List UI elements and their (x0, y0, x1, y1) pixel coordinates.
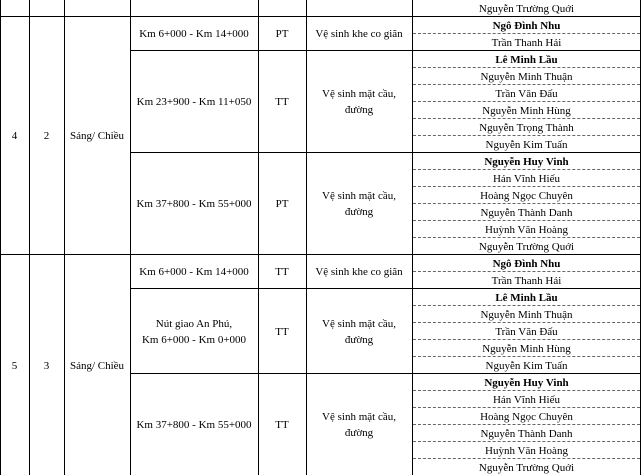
task-cell: Vệ sinh khe co giãn (315, 28, 403, 40)
section-cell: Km 6+000 - Km 14+000 (139, 28, 249, 40)
worker-name: Nguyễn Trọng Thành (479, 121, 574, 134)
task-cell: Vệ sinh mặt cầu, đường (322, 88, 396, 116)
worker-name: Nguyễn Kim Tuấn (485, 359, 568, 372)
worker-name: Nguyễn Trường Quới (478, 240, 575, 253)
task-cell: Vệ sinh mặt cầu, đường (322, 317, 396, 346)
name-divider (413, 33, 640, 34)
name-divider (413, 135, 640, 136)
name-divider (413, 407, 640, 408)
day-cell: 3 (43, 359, 50, 372)
name-divider (413, 271, 640, 272)
direction-cell: TT (275, 325, 289, 338)
direction-cell: PT (275, 28, 289, 40)
name-divider (413, 458, 640, 459)
worker-name: Nguyễn Minh Hùng (482, 342, 571, 355)
name-divider (413, 169, 640, 170)
worker-name: Hoàng Ngọc Chuyên (480, 410, 573, 423)
worker-name: Trần Văn Đấu (495, 87, 558, 100)
name-divider (413, 186, 640, 187)
name-divider (413, 441, 640, 442)
direction-cell: TT (275, 419, 289, 431)
name-divider (413, 322, 640, 323)
section-cell: Km 37+800 - Km 55+000 (136, 198, 252, 210)
worker-name: Trần Văn Đấu (495, 325, 558, 338)
section-cell: Km 23+900 - Km 11+050 (136, 96, 252, 108)
name-divider (413, 220, 640, 221)
worker-name: Nguyễn Thành Danh (480, 427, 573, 440)
team-lead-name: Ngô Đình Nhu (492, 257, 561, 270)
worker-name: Nguyễn Trường Quới (478, 461, 575, 474)
worker-name: Huỳnh Văn Hoàng (485, 444, 568, 457)
stt-cell: 5 (11, 359, 18, 372)
shift-cell: Sáng/ Chiều (69, 359, 125, 372)
section-cell: Nút giao An Phú, Km 6+000 - Km 0+000 (141, 317, 247, 346)
name-divider (413, 237, 640, 238)
name-divider (413, 101, 640, 102)
name-divider (413, 356, 640, 357)
name-divider (413, 424, 640, 425)
name-divider (413, 390, 640, 391)
day-cell: 2 (43, 130, 50, 142)
team-lead-name: Lê Minh Lầu (495, 291, 558, 304)
task-cell: Vệ sinh khe co giãn (315, 266, 403, 278)
worker-name: Nguyễn Minh Thuận (480, 70, 573, 83)
worker-name: Hán Vĩnh Hiếu (492, 172, 560, 185)
name-divider (413, 84, 640, 85)
name-divider (413, 203, 640, 204)
worker-name: Huỳnh Văn Hoàng (485, 223, 568, 236)
worker-name: Nguyễn Thành Danh (480, 206, 573, 219)
name-divider (413, 118, 640, 119)
name-divider (413, 67, 640, 68)
worker-name: Hán Vĩnh Hiếu (492, 393, 560, 406)
worker-name: Hoàng Ngọc Chuyên (480, 189, 573, 202)
worker-name: Trần Thanh Hải (491, 274, 562, 287)
team-lead-name: Nguyễn Huy Vinh (484, 376, 569, 389)
direction-cell: PT (275, 198, 289, 210)
section-cell: Km 37+800 - Km 55+000 (136, 419, 252, 431)
name-divider (413, 305, 640, 306)
shift-cell: Sáng/ Chiều (69, 130, 125, 142)
worker-name: Trần Thanh Hải (491, 36, 562, 49)
team-lead-name: Ngô Đình Nhu (492, 19, 561, 32)
section-cell: Km 6+000 - Km 14+000 (139, 266, 249, 278)
team-lead-name: Nguyễn Huy Vinh (484, 155, 569, 168)
direction-cell: TT (275, 96, 289, 108)
name-divider (413, 339, 640, 340)
top-partial-name: Nguyễn Trường Quới (478, 2, 575, 15)
worker-name: Nguyễn Minh Thuận (480, 308, 573, 321)
task-cell: Vệ sinh mặt cầu, đường (322, 411, 396, 439)
stt-cell: 4 (11, 130, 18, 142)
worker-name: Nguyễn Minh Hùng (482, 104, 571, 117)
team-lead-name: Lê Minh Lầu (495, 53, 558, 66)
worker-name: Nguyễn Kim Tuấn (485, 138, 568, 151)
direction-cell: TT (275, 266, 289, 278)
task-cell: Vệ sinh mặt cầu, đường (322, 190, 396, 218)
